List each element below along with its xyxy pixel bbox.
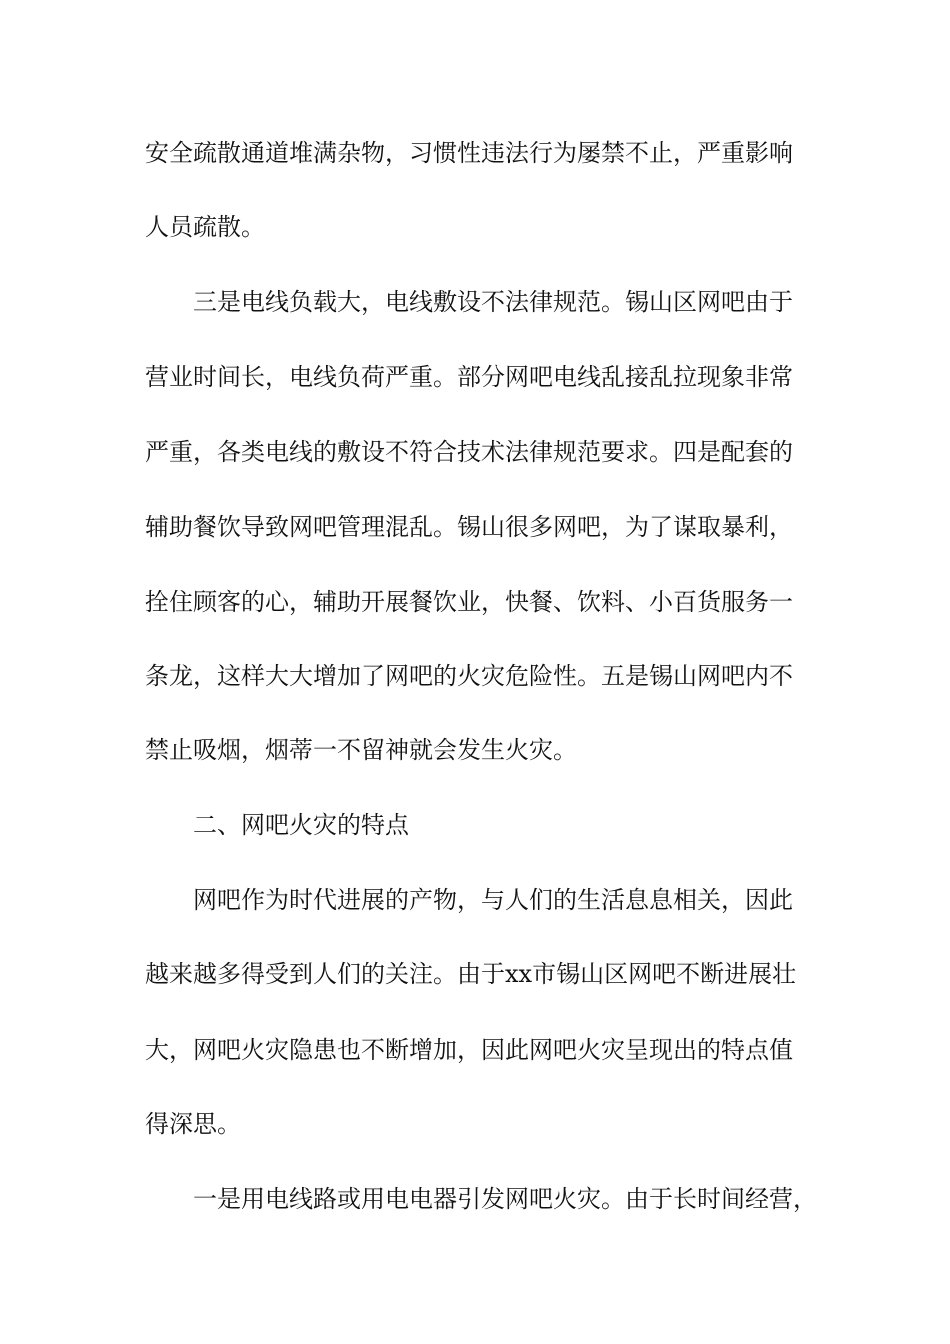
text-line: 辅助餐饮导致网吧管理混乱。锡山很多网吧，为了谋取暴利，	[145, 513, 793, 541]
paragraph-start-line: 三是电线负载大，电线敷设不法律规范。锡山区网吧由于	[193, 288, 793, 316]
text-line: 得深思。	[145, 1110, 241, 1138]
text-line: 安全疏散通道堆满杂物，习惯性违法行为屡禁不止，严重影响	[145, 139, 793, 167]
text-line: 营业时间长，电线负荷严重。部分网吧电线乱接乱拉现象非常	[145, 363, 793, 391]
text-line: 拴住顾客的心，辅助开展餐饮业，快餐、饮料、小百货服务一	[145, 588, 793, 616]
section-heading: 二、网吧火灾的特点	[193, 811, 409, 839]
text-line: 越来越多得受到人们的关注。由于xx市锡山区网吧不断进展壮	[145, 960, 797, 988]
text-line: 人员疏散。	[145, 213, 265, 241]
text-line: 禁止吸烟，烟蒂一不留神就会发生火灾。	[145, 736, 577, 764]
paragraph-start-line: 一是用电线路或用电电器引发网吧火灾。由于长时间经营，	[193, 1185, 817, 1213]
text-line: 条龙，这样大大增加了网吧的火灾危险性。五是锡山网吧内不	[145, 662, 793, 690]
text-line: 严重，各类电线的敷设不符合技术法律规范要求。四是配套的	[145, 438, 793, 466]
paragraph-start-line: 网吧作为时代进展的产物，与人们的生活息息相关，因此	[193, 886, 793, 914]
text-line: 大，网吧火灾隐患也不断增加，因此网吧火灾呈现出的特点值	[145, 1036, 793, 1064]
